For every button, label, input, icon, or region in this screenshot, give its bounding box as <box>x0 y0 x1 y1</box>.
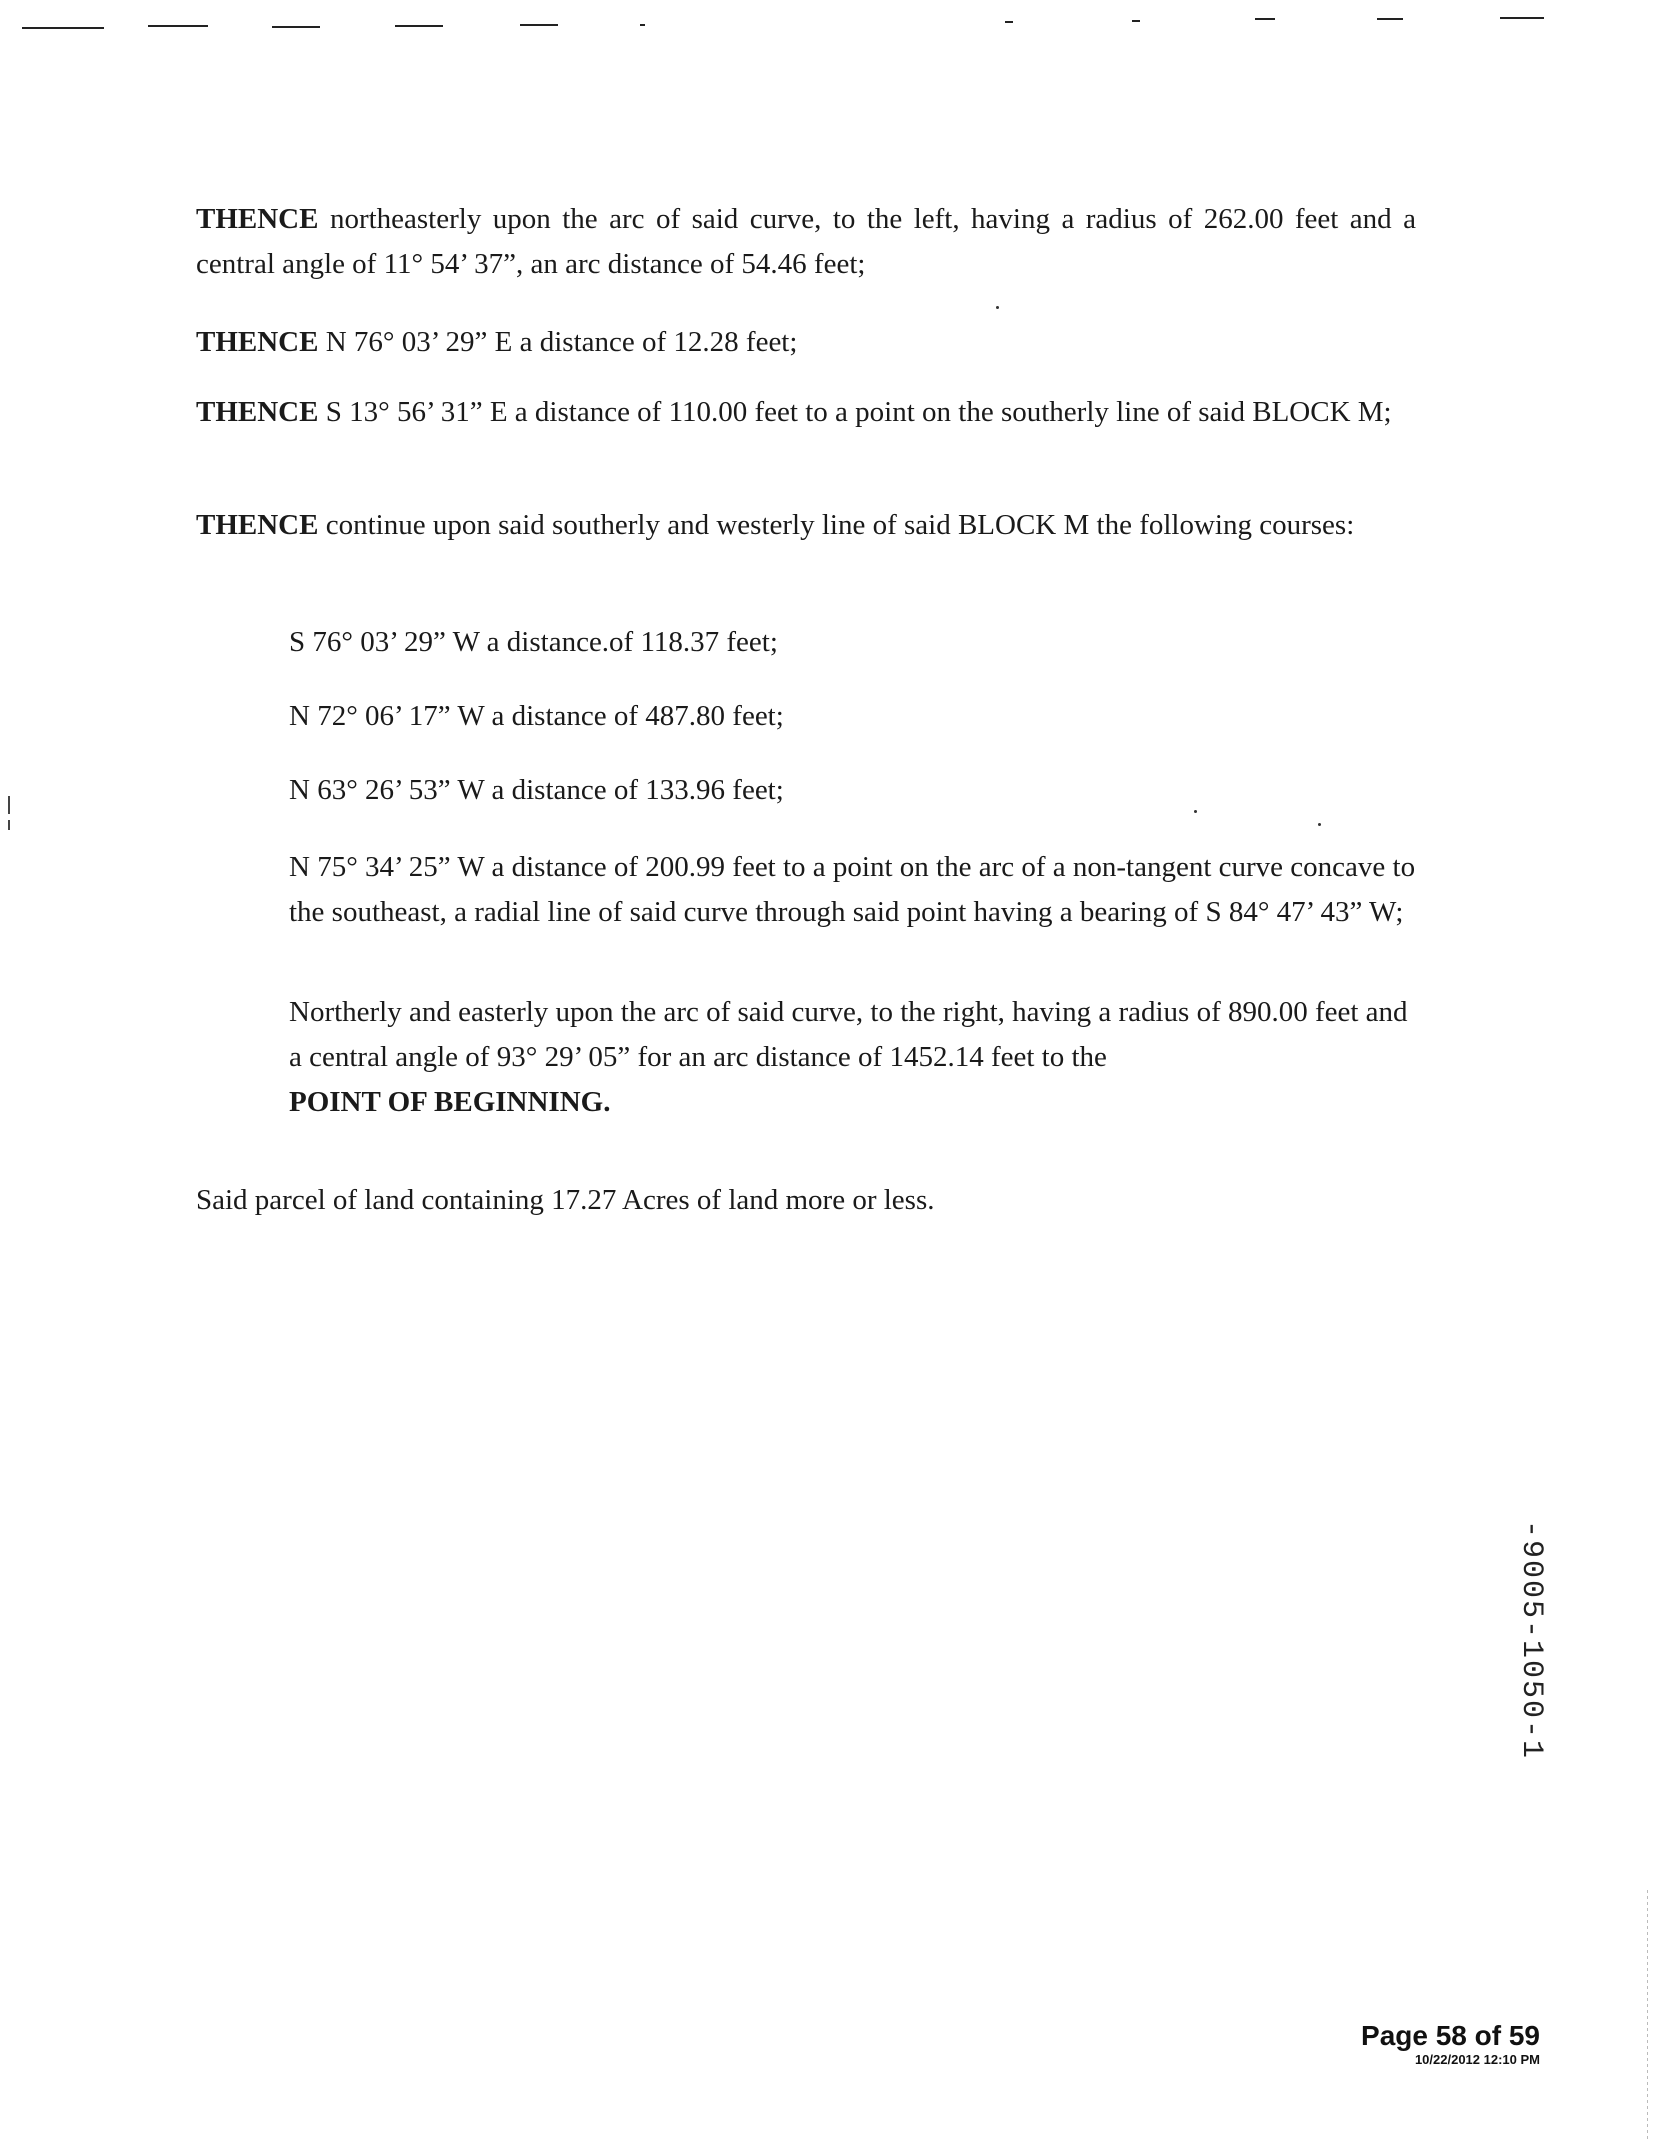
course-item-3: N 63° 26’ 53” W a distance of 133.96 feet; <box>289 774 784 806</box>
right-edge-mark <box>1647 1890 1648 2140</box>
paragraph-thence-1 <box>196 197 1416 287</box>
left-edge-mark <box>8 796 10 814</box>
paragraph-text: northeasterly upon the arc of said curve, to the left, having a radius of 262.00 feet and a central angle of 11° 54’ 37”, an arc distance of 54.46 feet; <box>196 203 1416 280</box>
final-course <box>289 990 1419 1125</box>
scan-speck <box>1318 823 1321 826</box>
course-item-4: N 75° 34’ 25” W a distance of 200.99 feet to a point on the arc of a non-tangent curve concave to the southeast, a radial line of said curve through said point having a bearing of S 84° 47’ 43” W; <box>289 851 1416 928</box>
paragraph-text: N 76° 03’ 29” E a distance of 12.28 feet; <box>325 326 798 358</box>
paragraph-thence-3 <box>196 390 1416 435</box>
parcel-summary: Said parcel of land containing 17.27 Acres of land more or less. <box>196 1184 935 1216</box>
paragraph-thence-4 <box>196 503 1416 548</box>
thence-keyword: THENCE <box>196 396 319 428</box>
paragraph-text: continue upon said southerly and westerly line of said BLOCK M the following courses: <box>325 509 1355 541</box>
thence-keyword: THENCE <box>196 509 319 541</box>
paragraph-text: S 13° 56’ 31” E a distance of 110.00 feet to a point on the southerly line of said BLOCK M; <box>325 396 1392 428</box>
thence-keyword: THENCE <box>196 203 319 235</box>
paragraph-thence-2 <box>196 320 1416 365</box>
vertical-document-stamp <box>1508 1520 1558 1840</box>
course-item-1: S 76° 03’ 29” W a distance.of 118.37 feet; <box>289 626 778 658</box>
point-of-beginning: POINT OF BEGINNING. <box>289 1086 611 1118</box>
page-timestamp: 10/22/2012 12:10 PM <box>1414 2052 1540 2067</box>
left-edge-mark <box>8 820 10 830</box>
thence-keyword: THENCE <box>196 326 319 358</box>
final-course-text: Northerly and easterly upon the arc of said curve, to the right, having a radius of 890.00 feet and a central angle of 93° 29’ 05” for an arc distance of 1452.14 feet to the <box>289 996 1408 1073</box>
page-number: Page 58 of 59 <box>1361 2020 1540 2051</box>
course-item-2: N 72° 06’ 17” W a distance of 487.80 feet; <box>289 700 784 732</box>
page-footer <box>1361 2020 1540 2068</box>
stamp-text: -9005-1050-1 <box>1514 1520 1548 1761</box>
scan-speck <box>996 306 999 309</box>
